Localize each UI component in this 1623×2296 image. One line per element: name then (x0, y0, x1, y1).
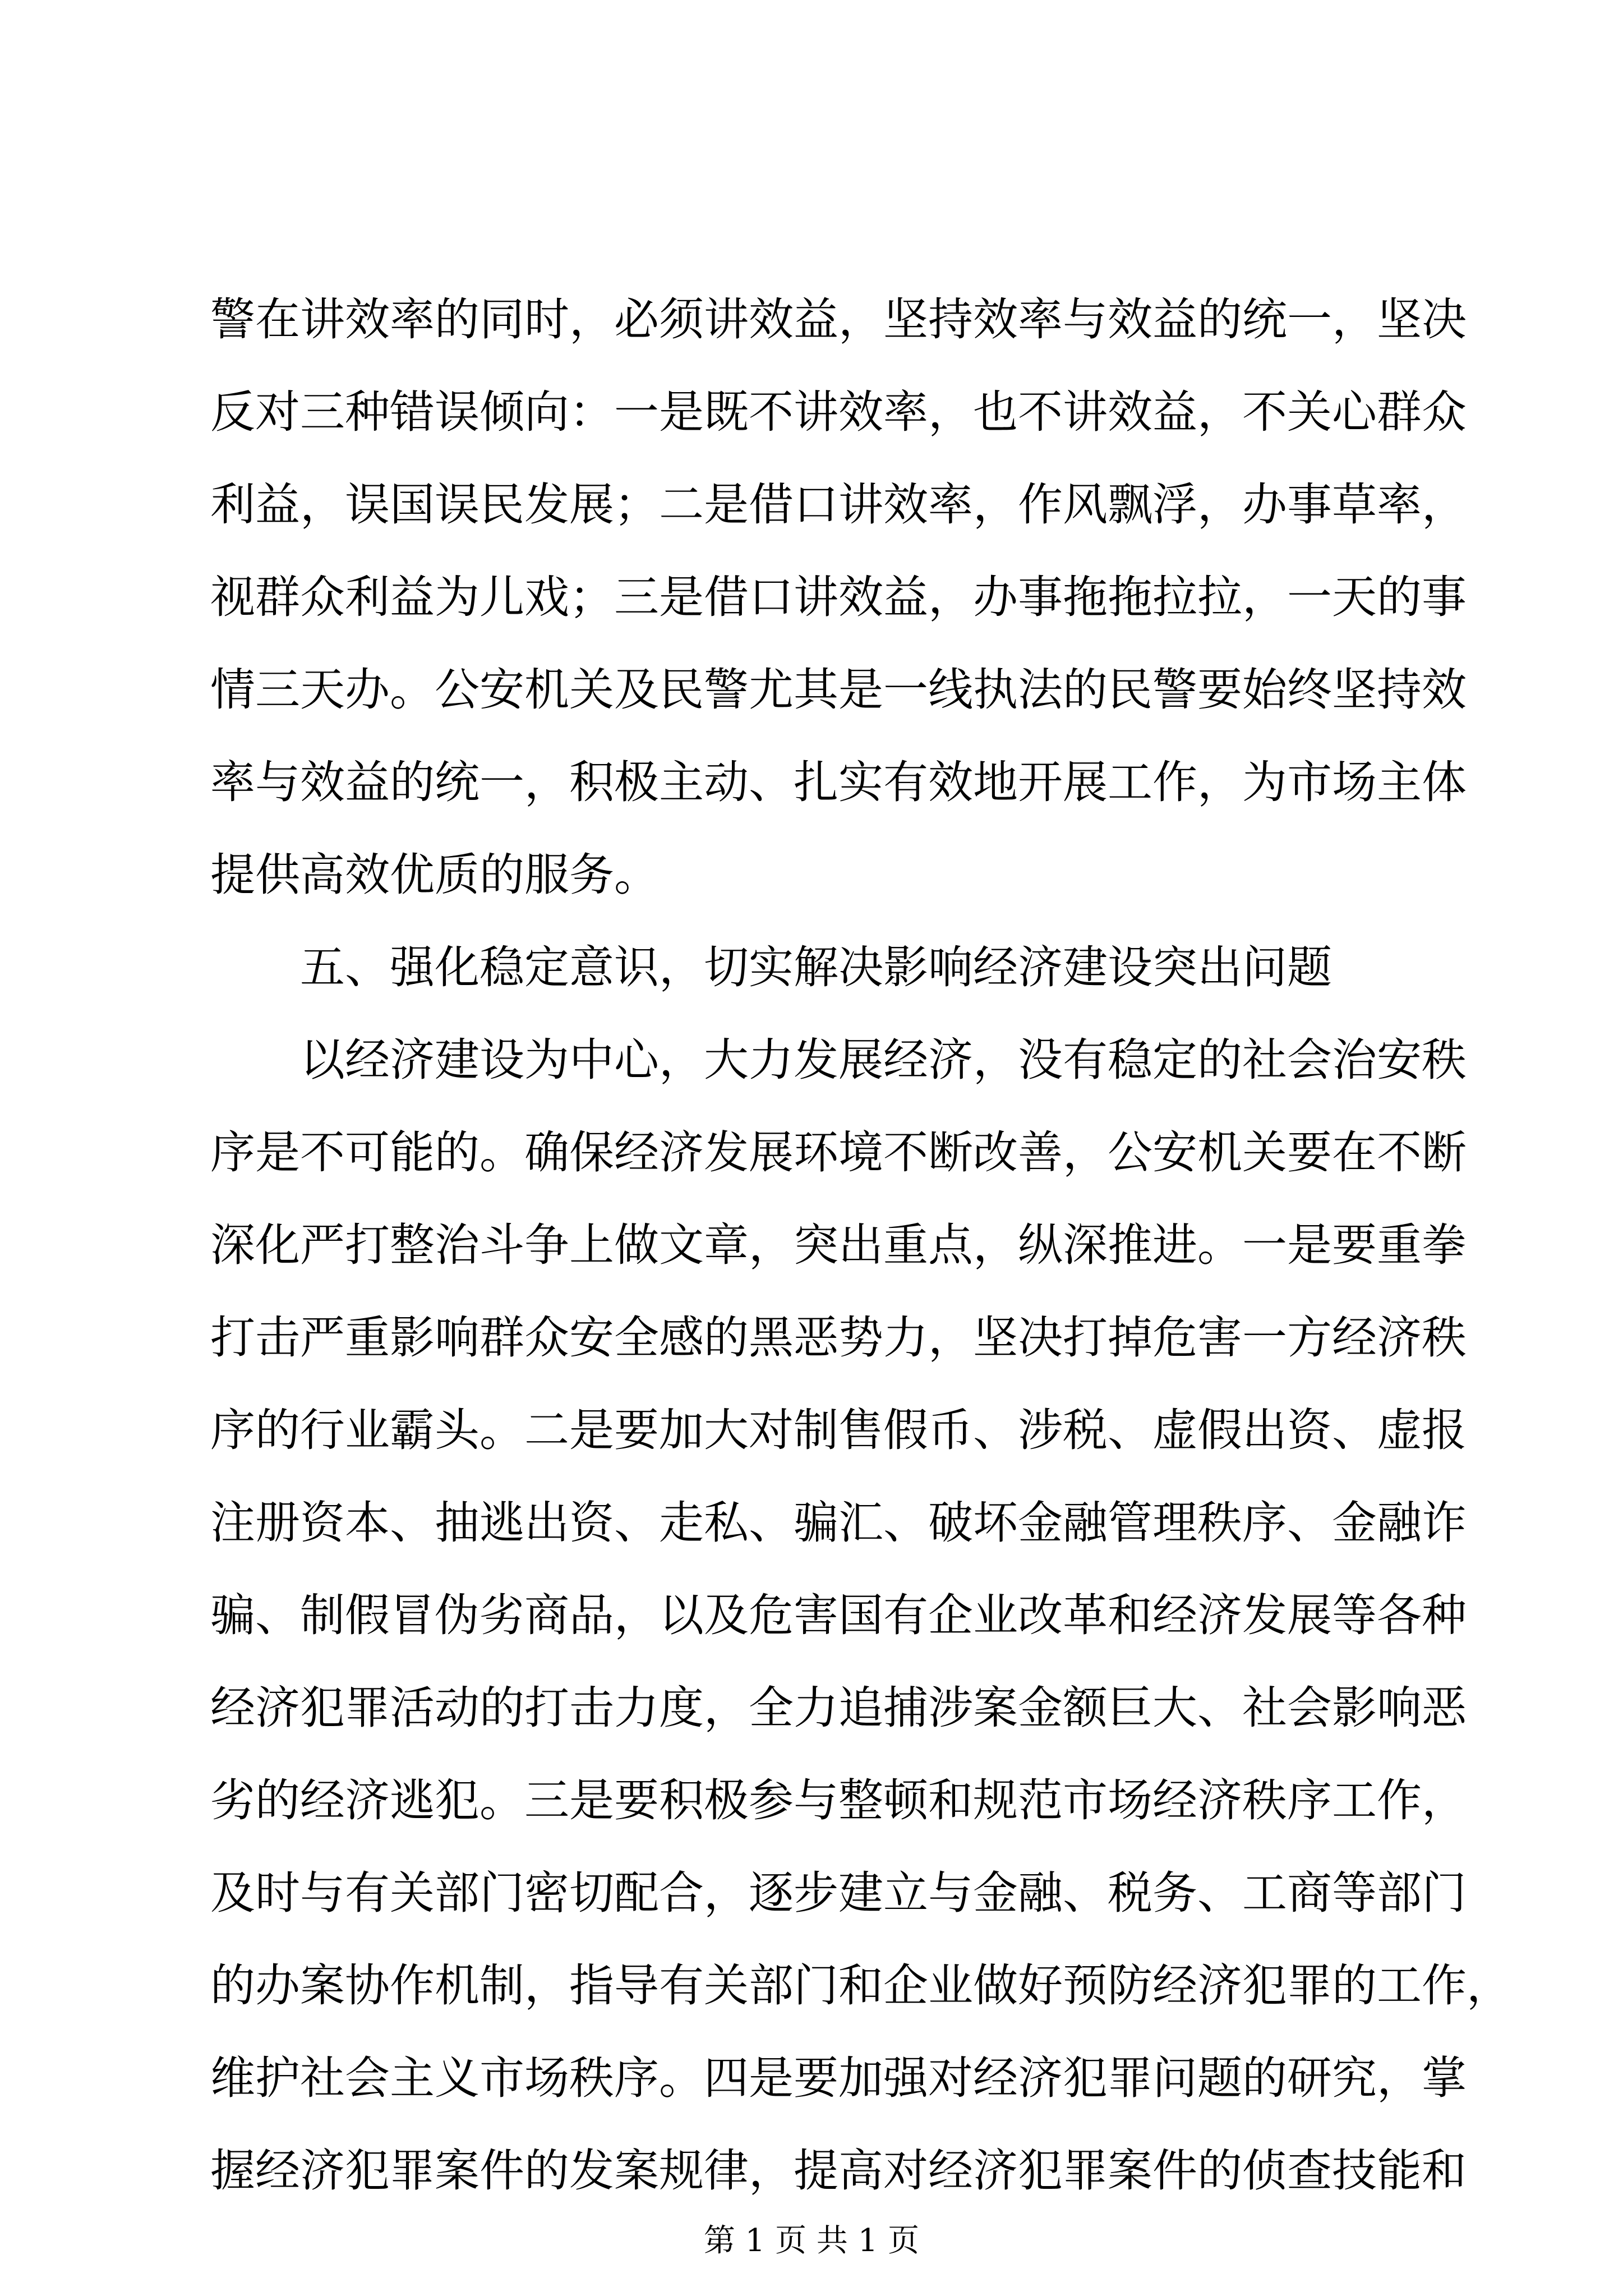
text-line: 反对三种错误倾向：一是既不讲效率，也不讲效益，不关心群众 (210, 386, 1467, 438)
text-line: 率与效益的统一，积极主动、扎实有效地开展工作，为市场主体 (210, 756, 1467, 808)
text-line: 提供高效优质的服务。 (210, 849, 659, 901)
text-line: 视群众利益为儿戏；三是借口讲效益，办事拖拖拉拉，一天的事 (210, 571, 1467, 623)
text-line: 的办案协作机制，指导有关部门和企业做好预防经济犯罪的工作， (210, 1959, 1511, 2012)
text-line: 骗、制假冒伪劣商品，以及危害国有企业改革和经济发展等各种 (210, 1589, 1467, 1641)
text-line: 利益，误国误民发展；二是借口讲效率，作风飘浮，办事草率， (210, 478, 1467, 531)
text-line: 序是不可能的。确保经济发展环境不断改善，公安机关要在不断 (210, 1126, 1467, 1179)
paragraph-first-line: 以经济建设为中心，大力发展经济，没有稳定的社会治安秩 (300, 1034, 1467, 1086)
section-heading: 五、强化稳定意识，切实解决影响经济建设突出问题 (300, 941, 1332, 993)
text-line: 警在讲效率的同时，必须讲效益，坚持效率与效益的统一，坚决 (210, 293, 1467, 346)
text-line: 维护社会主义市场秩序。四是要加强对经济犯罪问题的研究，掌 (210, 2052, 1467, 2104)
text-line: 深化严打整治斗争上做文章，突出重点，纵深推进。一是要重拳 (210, 1219, 1467, 1271)
text-line: 注册资本、抽逃出资、走私、骗汇、破坏金融管理秩序、金融诈 (210, 1497, 1467, 1549)
text-line: 序的行业霸头。二是要加大对制售假币、涉税、虚假出资、虚报 (210, 1404, 1467, 1456)
page-number-footer: 第 1 页 共 1 页 (703, 2223, 920, 2259)
text-line: 打击严重影响群众安全感的黑恶势力，坚决打掉危害一方经济秩 (210, 1312, 1467, 1364)
text-line: 握经济犯罪案件的发案规律，提高对经济犯罪案件的侦查技能和 (210, 2145, 1467, 2197)
text-line: 经济犯罪活动的打击力度，全力追捕涉案金额巨大、社会影响恶 (210, 1682, 1467, 1734)
text-line: 情三天办。公安机关及民警尤其是一线执法的民警要始终坚持效 (210, 664, 1467, 716)
text-line: 及时与有关部门密切配合，逐步建立与金融、税务、工商等部门 (210, 1867, 1467, 1919)
text-line: 劣的经济逃犯。三是要积极参与整顿和规范市场经济秩序工作， (210, 1774, 1467, 1826)
